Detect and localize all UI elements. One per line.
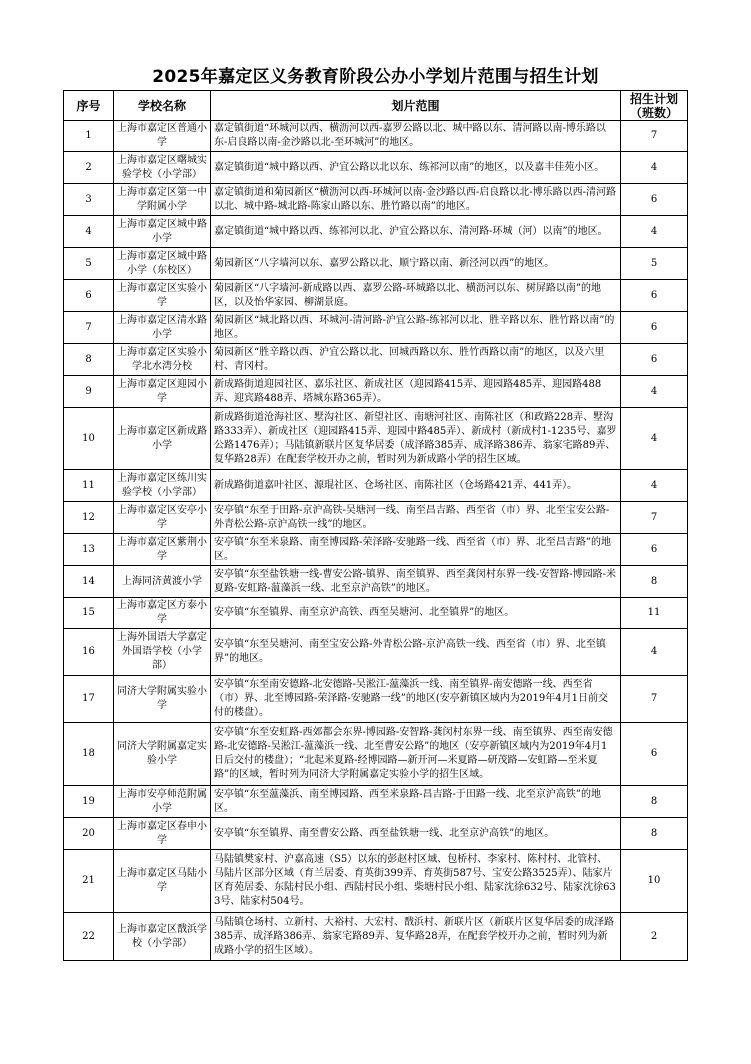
row-number: 1 — [64, 121, 114, 152]
school-name: 上海市嘉定区曙城实验学校（小学部） — [114, 152, 211, 184]
class-count: 6 — [621, 344, 688, 376]
enrollment-table — [63, 90, 688, 961]
class-count: 6 — [621, 280, 688, 312]
class-count: 7 — [621, 502, 688, 534]
school-name: 上海同济黄渡小学 — [114, 566, 211, 598]
table-row — [64, 344, 688, 376]
class-count: 5 — [621, 248, 688, 280]
enrollment-range: 菊园新区“胜辛路以西、沪宜公路以北、回城西路以东、胜竹西路以南”的地区，以及六里村、青冈村。 — [211, 344, 621, 376]
school-name: 上海市嘉定区城中路小学（东校区） — [114, 248, 211, 280]
enrollment-range: 安亭镇“东至吴塘河、南至宝安公路-外青松公路-京沪高铁一线、西至省（市）界、北至镇界”的地区。 — [211, 629, 621, 676]
table-row — [64, 850, 688, 913]
row-number: 10 — [64, 408, 114, 470]
table-row — [64, 502, 688, 534]
school-name: 上海市嘉定区安亭小学 — [114, 502, 211, 534]
row-number: 21 — [64, 850, 114, 913]
enrollment-range: 安亭镇“东至安虹路-西郊都会东界-博园路-安智路-龚闵村东界一线、南至镇界、西至南安德路-北安德路-吴淞江-蕰藻浜一线、北至曹安公路”的地区（安亭新镇区域内为2019年4月1日后交付的楼盘）；“北起米夏路-经博园路—新开河—米夏路—研茂路—安虹路—至米夏路”的区域，暂时列为同济大学附属嘉定实验小学的招生区域。 — [211, 723, 621, 786]
class-count: 6 — [621, 184, 688, 216]
enrollment-range: 嘉定镇街道“城中路以西、沪宜公路以北以东、练祁河以南”的地区，以及嘉丰佳苑小区。 — [211, 152, 621, 184]
enrollment-range: 菊园新区“八字墙河-新成路以西、嘉罗公路-环城路以北、横沥河以东、树屏路以南”的地区，以及怡华家园、柳湖景庭。 — [211, 280, 621, 312]
row-number: 2 — [64, 152, 114, 184]
enrollment-range: 安亭镇“东至蕰藻浜、南至博园路、西至米泉路-昌吉路-于田路一线、北至京沪高铁”的地区。 — [211, 786, 621, 818]
enrollment-range: 安亭镇“东至镇界、南至京沪高铁、西至吴塘河、北至镇界”的地区。 — [211, 598, 621, 629]
table-row — [64, 629, 688, 676]
enrollment-range: 嘉定镇街道和菊园新区“横沥河以西-环城河以南-金沙路以西-启良路以北-博乐路以西-清河路以北、城中路-城北路-陈家山路以东、胜竹路以南”的地区。 — [211, 184, 621, 216]
class-count: 8 — [621, 566, 688, 598]
class-count: 6 — [621, 312, 688, 344]
school-name: 上海市嘉定区戬浜学校（小学部） — [114, 913, 211, 961]
school-name: 上海市嘉定区迎园小学 — [114, 376, 211, 408]
header-plan-line2: （班数） — [629, 105, 678, 120]
enrollment-range: 马陆镇樊家村、沪嘉高速（S5）以东的彭赵村区域、包桥村、李家村、陈村村、北管村、马陆片区部分区域（育兰居委、育英街399弄、育英街587号、宝安公路3525弄）、陆家片区育苑居委、东陆村民小组、西陆村民小组、柴塘村民小组、陆家沈徐632号、陆家沈徐633号、陆家村504号。 — [211, 850, 621, 913]
class-count: 4 — [621, 152, 688, 184]
row-number: 18 — [64, 723, 114, 786]
school-name: 上海市安亭师范附属小学 — [114, 786, 211, 818]
class-count: 10 — [621, 850, 688, 913]
class-count: 4 — [621, 408, 688, 470]
enrollment-range: 菊园新区“八字墙河以东、嘉罗公路以北、顺宁路以南、新泾河以西”的地区。 — [211, 248, 621, 280]
enrollment-range: 嘉定镇街道“环城河以西、横沥河以西-嘉罗公路以北、城中路以东、清河路以南-博乐路以东-启良路以南-金沙路以北-至环城河”的地区。 — [211, 121, 621, 152]
table-row — [64, 152, 688, 184]
table-row — [64, 248, 688, 280]
class-count: 2 — [621, 913, 688, 961]
page-title: 2025年嘉定区义务教育阶段公办小学划片范围与招生计划 — [152, 67, 599, 87]
table-row — [64, 280, 688, 312]
row-number: 20 — [64, 818, 114, 850]
enrollment-range: 新成路街道嘉叶社区、源琨社区、仓场社区、南陈社区（仓场路421弄、441弄）。 — [211, 470, 621, 502]
header-plan-line1: 招生计划 — [629, 91, 678, 106]
table-row — [64, 408, 688, 470]
school-name: 上海市嘉定区方泰小学 — [114, 598, 211, 629]
enrollment-range: 安亭镇“东至于田路-京沪高铁-吴塘河一线、南至昌吉路、西至省（市）界、北至宝安公路-外青松公路-京沪高铁一线”的地区。 — [211, 502, 621, 534]
class-count: 6 — [621, 723, 688, 786]
school-name: 上海市嘉定区第一中学附属小学 — [114, 184, 211, 216]
row-number: 22 — [64, 913, 114, 961]
table-row — [64, 723, 688, 786]
header-range: 划片范围 — [211, 91, 621, 121]
school-name: 同济大学附属嘉定实验小学 — [114, 723, 211, 786]
class-count: 8 — [621, 786, 688, 818]
row-number: 9 — [64, 376, 114, 408]
table-row — [64, 470, 688, 502]
class-count: 7 — [621, 121, 688, 152]
row-number: 15 — [64, 598, 114, 629]
school-name: 上海市嘉定区新成路小学 — [114, 408, 211, 470]
table-header-row — [64, 91, 688, 121]
enrollment-range: 安亭镇“东至盐铁塘一线-曹安公路-镇界、南至镇界、西至龚闵村东界一线-安智路-博园路-米夏路-安虹路-蕰藻浜一线、北至京沪高铁”的地区。 — [211, 566, 621, 598]
row-number: 16 — [64, 629, 114, 676]
class-count: 4 — [621, 376, 688, 408]
school-name: 上海外国语大学嘉定外国语学校（小学部） — [114, 629, 211, 676]
class-count: 4 — [621, 470, 688, 502]
enrollment-range: 新成路街道沧海社区、墅沟社区、新望社区、南塘河社区、南陈社区（和政路228弄、墅沟路333弄）、新成社区（迎园路415弄、迎园中路485弄）、新成村（新成村1-1235号、嘉罗公路1476弄）；马陆镇新联片区复华居委（成泽路385弄、成泽路386弄、翁家宅路89弄、复华路28弄）在配套学校开办之前，暂时列为新成路小学的招生区域。 — [211, 408, 621, 470]
row-number: 12 — [64, 502, 114, 534]
school-name: 同济大学附属实验小学 — [114, 676, 211, 723]
row-number: 3 — [64, 184, 114, 216]
row-number: 6 — [64, 280, 114, 312]
table-row — [64, 913, 688, 961]
enrollment-range: 马陆镇仓场村、立新村、大裕村、大宏村、戬浜村、新联片区（新联片区复华居委的成泽路385弄、成泽路386弄、翁家宅路89弄、复华路28弄，在配套学校开办之前，暂时列为新成路小学的招生区域）。 — [211, 913, 621, 961]
row-number: 19 — [64, 786, 114, 818]
table-row — [64, 184, 688, 216]
table-row — [64, 121, 688, 152]
table-row — [64, 566, 688, 598]
class-count: 4 — [621, 629, 688, 676]
row-number: 8 — [64, 344, 114, 376]
enrollment-range: 菊园新区“城北路以西、环城河-清河路-沪宜公路-练祁河以北、胜辛路以东、胜竹路以南”的地区。 — [211, 312, 621, 344]
class-count: 7 — [621, 676, 688, 723]
row-number: 13 — [64, 534, 114, 566]
school-name: 上海市嘉定区练川实验学校（小学部） — [114, 470, 211, 502]
row-number: 11 — [64, 470, 114, 502]
school-name: 上海市嘉定区春申小学 — [114, 818, 211, 850]
school-name: 上海市嘉定区实验小学北水湾分校 — [114, 344, 211, 376]
school-name: 上海市嘉定区城中路小学 — [114, 216, 211, 248]
enrollment-range: 安亭镇“东至南安德路-北安德路-吴淞江-蕰藻浜一线、南至镇界-南安德路一线、西至省（市）界、北至博园路-荣泽路-安驰路一线”的地区(安亭新镇区域内为2019年4月1日前交付的楼盘）。 — [211, 676, 621, 723]
table-row — [64, 818, 688, 850]
row-number: 17 — [64, 676, 114, 723]
table-row — [64, 786, 688, 818]
row-number: 14 — [64, 566, 114, 598]
header-school: 学校名称 — [114, 91, 211, 121]
row-number: 7 — [64, 312, 114, 344]
class-count: 8 — [621, 818, 688, 850]
enrollment-range: 嘉定镇街道“城中路以西、练祁河以北、沪宜公路以东、清河路-环城（河）以南”的地区。 — [211, 216, 621, 248]
header-no: 序号 — [64, 91, 114, 121]
enrollment-range: 新成路街道迎园社区、嘉乐社区、新成社区（迎园路415弄、迎园路485弄、迎园路488弄、迎宾路488弄、塔城东路365弄）。 — [211, 376, 621, 408]
enrollment-range: 安亭镇“东至镇界、南至曹安公路、西至盐铁塘一线、北至京沪高铁”的地区。 — [211, 818, 621, 850]
row-number: 4 — [64, 216, 114, 248]
table-row — [64, 676, 688, 723]
table-row — [64, 216, 688, 248]
class-count: 4 — [621, 216, 688, 248]
school-name: 上海市嘉定区清水路小学 — [114, 312, 211, 344]
class-count: 6 — [621, 534, 688, 566]
header-plan — [621, 91, 688, 121]
table-row — [64, 598, 688, 629]
table-row — [64, 312, 688, 344]
school-name: 上海市嘉定区马陆小学 — [114, 850, 211, 913]
class-count: 11 — [621, 598, 688, 629]
school-name: 上海市嘉定区实验小学 — [114, 280, 211, 312]
row-number: 5 — [64, 248, 114, 280]
table-row — [64, 534, 688, 566]
enrollment-range: 安亭镇“东至米泉路、南至博园路-荣泽路-安驰路一线、西至省（市）界、北至昌吉路”的地区。 — [211, 534, 621, 566]
table-row — [64, 376, 688, 408]
school-name: 上海市嘉定区普通小学 — [114, 121, 211, 152]
school-name: 上海市嘉定区紫荆小学 — [114, 534, 211, 566]
